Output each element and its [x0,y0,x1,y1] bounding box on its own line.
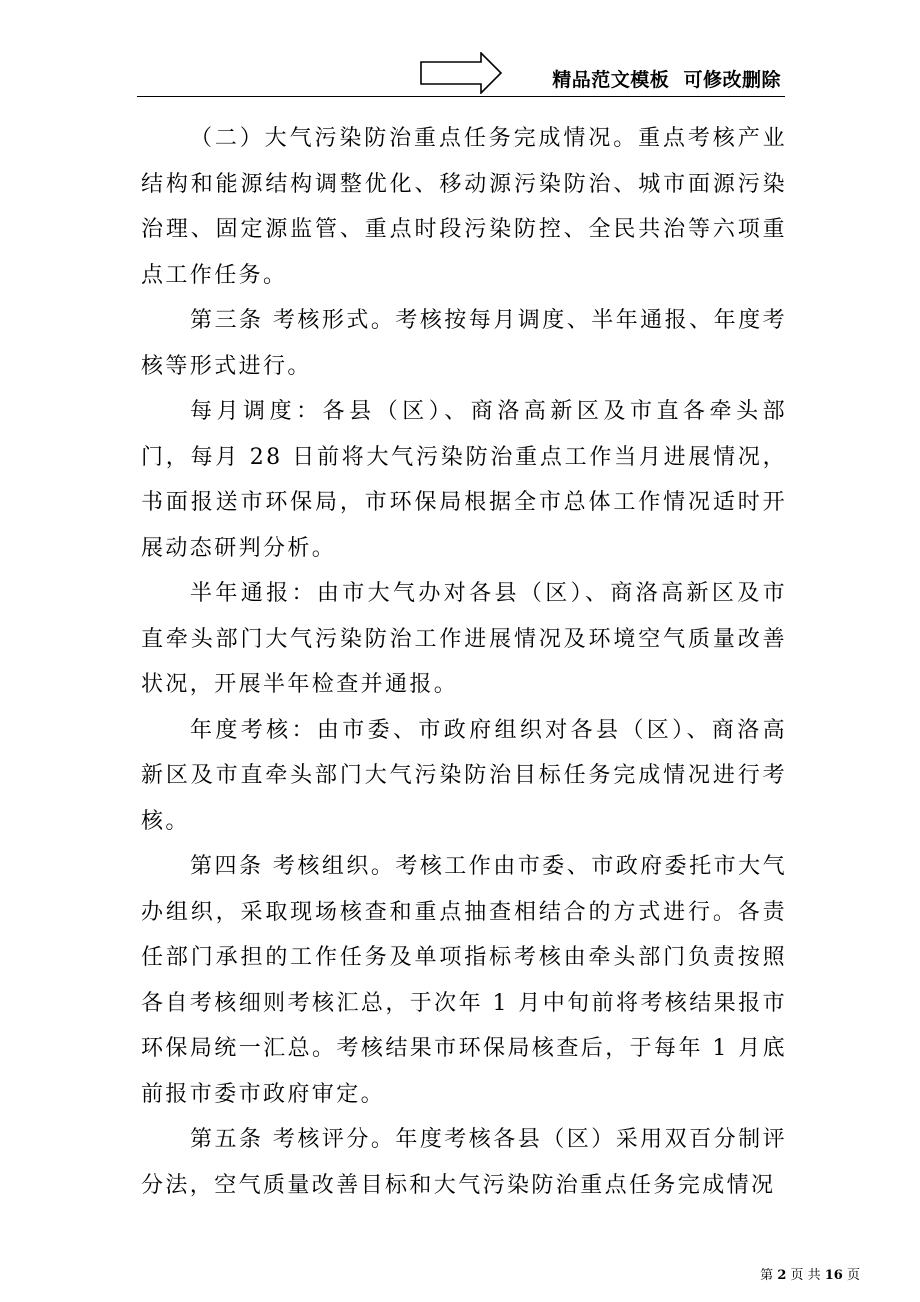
footer-prefix: 第 [760,1268,778,1283]
footer-suffix: 页 [842,1268,860,1283]
header-title: 精品范文模板 可修改删除 [552,69,781,91]
paragraph: 第三条 考核形式。考核按每月调度、半年通报、年度考核等形式进行。 [141,308,787,379]
paragraph: （二）大气污染防治重点任务完成情况。重点考核产业结构和能源结构调整优化、移动源污染防治、城市面源污染治理、固定源监管、重点时段污染防控、全民共治等六项重点工作任务。 [141,126,787,288]
current-page-number: 2 [777,1268,787,1283]
paragraph: 第五条 考核评分。年度考核各县（区）采用双百分制评分法，空气质量改善目标和大气污染防治重点任务完成情况 [141,1127,787,1198]
paragraph: 第四条 考核组织。考核工作由市委、市政府委托市大气办组织，采取现场核查和重点抽查相结合的方式进行。各责任部门承担的工作任务及单项指标考核由牵头部门负责按照各自考核细则考核汇总，于次年 1 月中旬前将考核结果报市环保局统一汇总。考核结果市环保局核查后，于每年 1 月底前报市委市政府审定。 [141,854,787,1107]
header-divider [137,96,785,97]
footer-middle: 页 共 [786,1268,825,1283]
paragraph: 年度考核：由市委、市政府组织对各县（区）、商洛高新区及市直牵头部门大气污染防治目标任务完成情况进行考核。 [141,717,787,834]
page-footer [760,1264,860,1283]
right-arrow-icon [419,52,503,98]
paragraph: 每月调度：各县（区）、商洛高新区及市直各牵头部门，每月 28 日前将大气污染防治重点工作当月进展情况，书面报送市环保局，市环保局根据全市总体工作情况适时开展动态研判分析。 [141,399,787,561]
document-body [141,116,787,1208]
total-pages-number: 16 [824,1268,843,1283]
page-header [137,50,785,100]
paragraph: 半年通报：由市大气办对各县（区）、商洛高新区及市直牵头部门大气污染防治工作进展情况及环境空气质量改善状况，开展半年检查并通报。 [141,581,787,697]
